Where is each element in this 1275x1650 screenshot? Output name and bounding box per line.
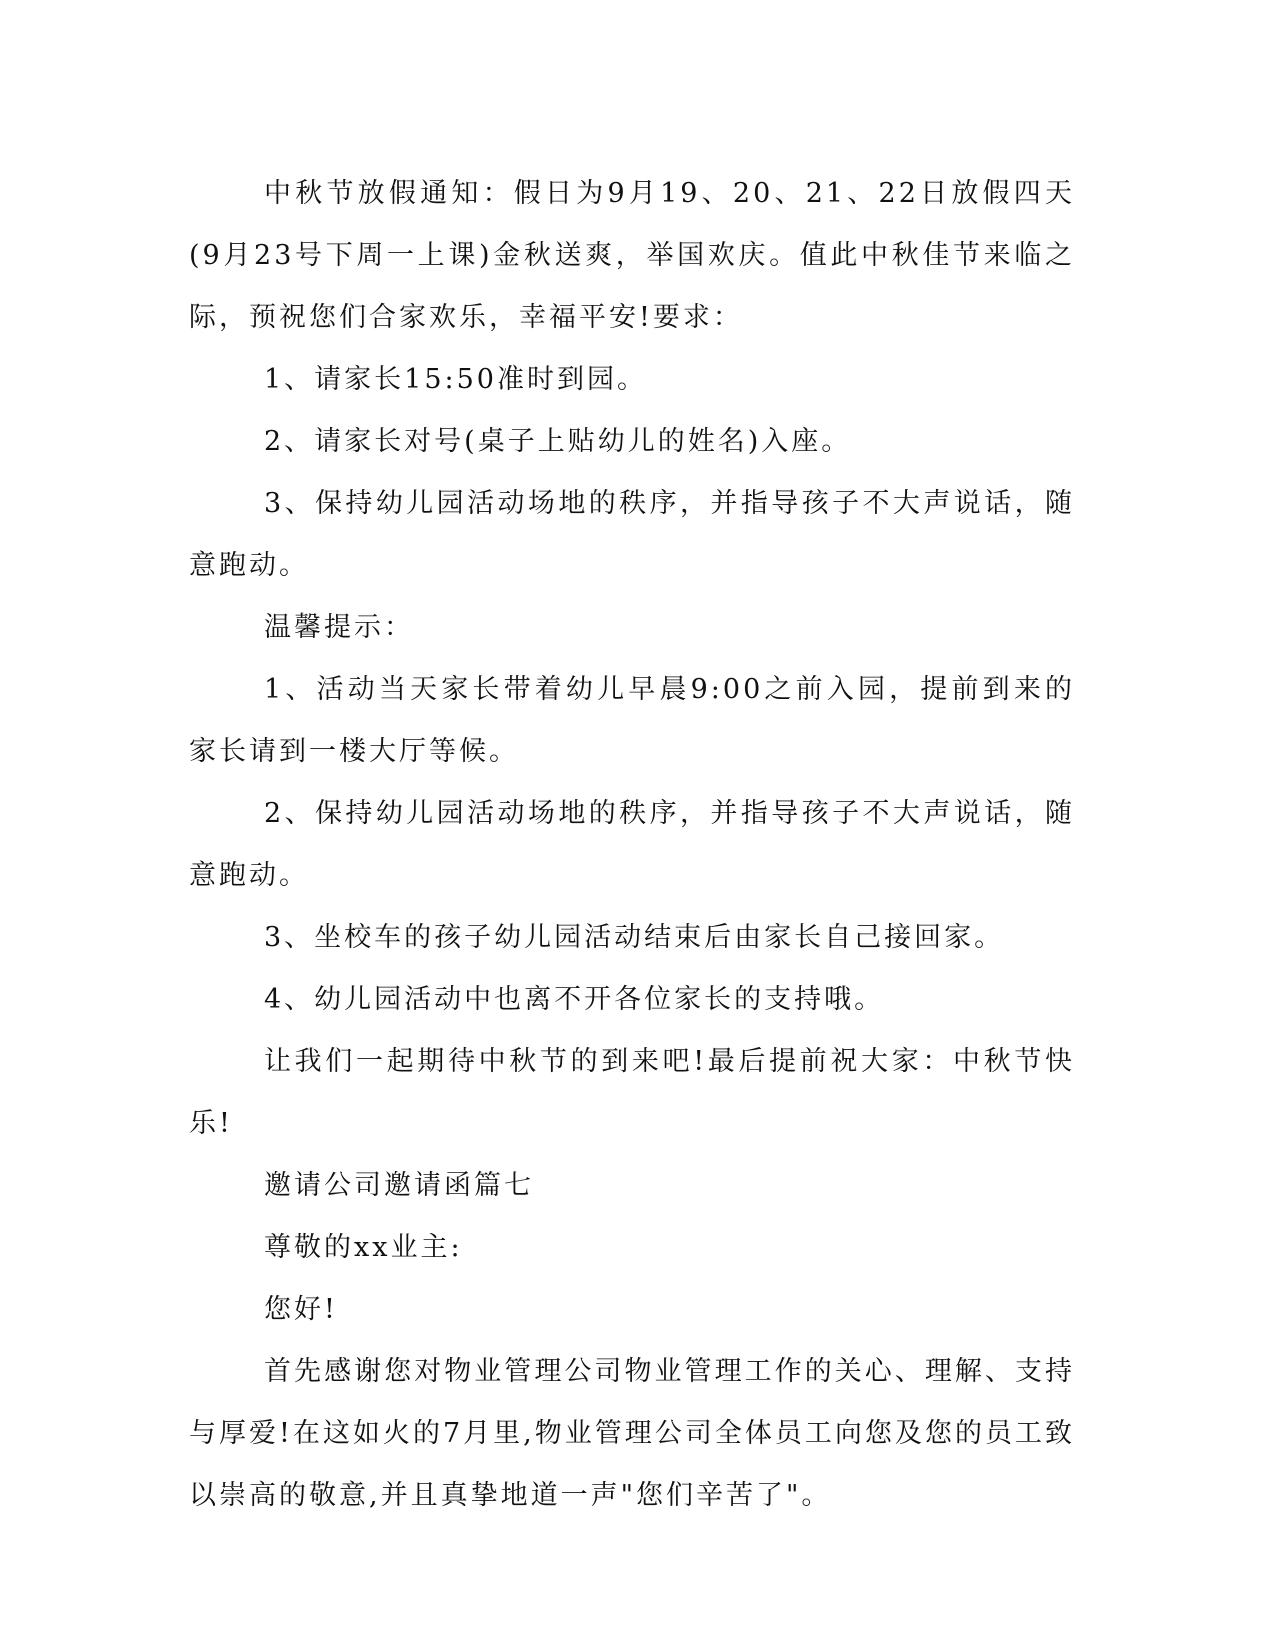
document-body [189,163,1075,1527]
holiday-notice-paragraph: 中秋节放假通知：假日为9月19、20、21、22日放假四天(9月23号下周一上课)金秋送爽，举国欢庆。值此中秋佳节来临之际，预祝您们合家欢乐，幸福平安!要求： [189,178,1075,333]
tip-item-3: 3、坐校车的孩子幼儿园活动结束后由家长自己接回家。 [264,922,1005,953]
requirement-item-1: 1、请家长15:50准时到园。 [264,364,647,395]
requirement-item-2: 2、请家长对号(桌子上贴幼儿的姓名)入座。 [264,426,852,457]
greeting: 您好! [264,1294,338,1325]
closing-wish: 让我们一起期待中秋节的到来吧!最后提前祝大家：中秋节快乐! [189,1046,1075,1139]
section-title: 邀请公司邀请函篇七 [264,1170,534,1201]
thanks-paragraph: 首先感谢您对物业管理公司物业管理工作的关心、理解、支持与厚爱!在这如火的7月里,物业管理公司全体员工向您及您的员工致以崇高的敬意,并且真挚地道一声"您们辛苦了"。 [189,1356,1075,1511]
tip-item-1: 1、活动当天家长带着幼儿早晨9:00之前入园，提前到来的家长请到一楼大厅等候。 [189,674,1075,767]
tip-item-2: 2、保持幼儿园活动场地的秩序，并指导孩子不大声说话，随意跑动。 [189,798,1075,891]
salutation: 尊敬的xx业主: [264,1232,463,1263]
tip-item-4: 4、幼儿园活动中也离不开各位家长的支持哦。 [264,984,885,1015]
tips-heading: 温馨提示： [264,612,414,643]
requirement-item-3: 3、保持幼儿园活动场地的秩序，并指导孩子不大声说话，随意跑动。 [189,488,1075,581]
